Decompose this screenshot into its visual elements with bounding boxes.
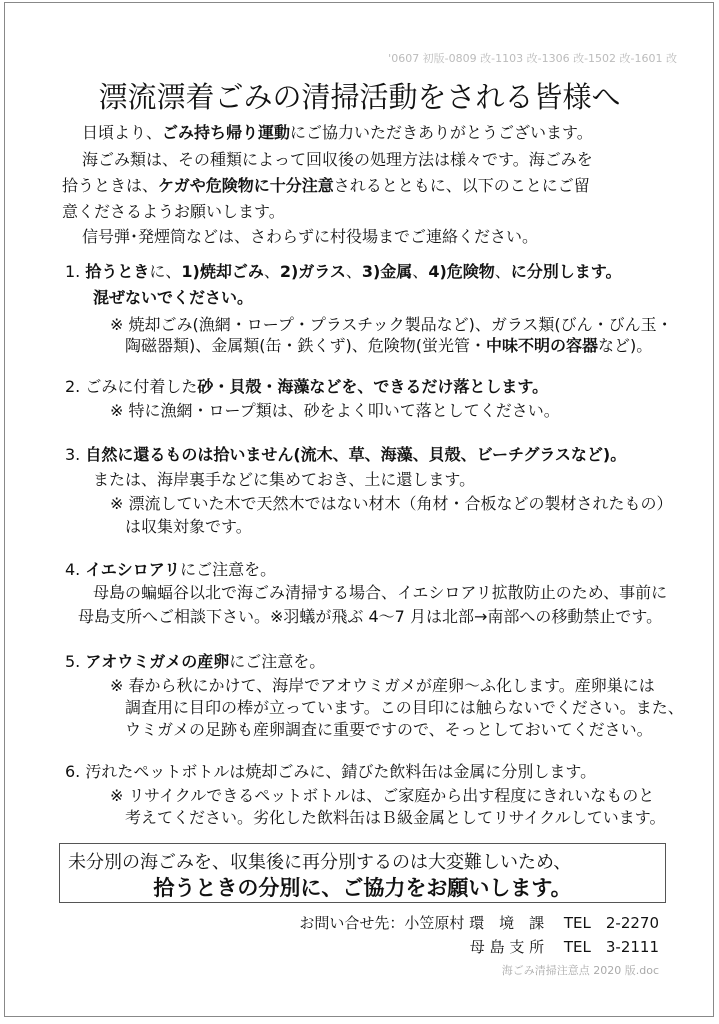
- text-segment: 5.: [65, 652, 86, 671]
- body-line: [65, 262, 622, 282]
- text-segment: 意くださるようお願いします。: [62, 202, 285, 221]
- body-line: [125, 808, 665, 828]
- text-segment: にご協力いただきありがとうございます。: [290, 123, 593, 142]
- text-segment: 6. 汚れたペットボトルは焼却ごみに、錆びた飲料缶は金属に分別します。: [65, 762, 597, 781]
- body-line: [93, 583, 667, 603]
- text-segment: 4.: [65, 560, 86, 579]
- text-segment: 、: [263, 262, 280, 281]
- text-segment: ※ 焼却ごみ(漁網・ロープ・プラスチック製品など)、ガラス類(びん・びん玉・: [110, 315, 673, 334]
- text-segment: 信号弾･発煙筒などは、さわらずに村役場までご連絡ください。: [82, 227, 539, 246]
- file-name: 海ごみ清掃注意点 2020 版.doc: [501, 964, 659, 977]
- body-line: [65, 652, 325, 672]
- emphasized-text: 中味不明の容器: [485, 336, 598, 355]
- text-segment: ※ リサイクルできるペットボトルは、ご家庭から出す程度にきれいなものと: [110, 786, 655, 805]
- text-segment: 2. ごみに付着した: [65, 377, 198, 396]
- emphasized-text: に分別します。: [510, 262, 622, 281]
- notice-line-2: 拾うときの分別に、ご協力をお願いします。: [153, 876, 572, 900]
- emphasized-text: 2)ガラス: [279, 262, 346, 281]
- body-line: [82, 150, 593, 170]
- text-segment: ※ 漂流していた木で天然木ではない材木（角材・合板などの製材されたもの）: [110, 494, 673, 513]
- text-segment: に、: [149, 262, 182, 281]
- text-segment: にご注意を。: [180, 560, 277, 579]
- body-line: [110, 401, 560, 421]
- text-segment: または、海岸裏手などに集めておき、土に還します。: [93, 470, 476, 489]
- contact-line-2: 母 島 支 所 TEL 3-2111: [469, 938, 659, 956]
- text-segment: 3.: [65, 445, 86, 464]
- body-line: [110, 786, 654, 806]
- body-line: [82, 227, 538, 247]
- text-segment: 日頃より、: [82, 123, 163, 142]
- text-segment: 海ごみ類は、その種類によって回収後の処理方法は様々です。海ごみを: [82, 150, 593, 169]
- emphasized-text: 1)焼却ごみ: [181, 262, 264, 281]
- text-segment: 、: [494, 262, 511, 281]
- text-segment: されるとともに、以下のことにご留: [333, 176, 590, 195]
- emphasized-text: アオウミガメの産卵: [85, 652, 230, 671]
- emphasized-text: 混ぜないでください。: [93, 288, 254, 307]
- contact-line-1: お問い合せ先：小笠原村 環 境 課 TEL 2-2270: [299, 914, 659, 932]
- text-segment: 拾うときは、: [62, 176, 159, 195]
- text-segment: 調査用に目印の棒が立っています。この目印には触らないでください。また、: [125, 698, 684, 717]
- body-line: [82, 123, 593, 143]
- emphasized-text: 砂・貝殻・海藻などを、できるだけ落とします。: [197, 377, 549, 396]
- body-line: [65, 445, 626, 465]
- notice-line-1: 未分別の海ごみを、収集後に再分別するのは大変難しいため、: [68, 852, 572, 873]
- body-line: [62, 202, 285, 222]
- text-segment: ウミガメの足跡も産卵調査に重要ですので、そっとしておいてください。: [125, 720, 653, 739]
- body-line: [125, 336, 652, 356]
- text-segment: は収集対象です。: [125, 517, 252, 536]
- text-segment: 、: [345, 262, 362, 281]
- text-segment: ※ 特に漁網・ロープ類は、砂をよく叩いて落としてください。: [110, 401, 560, 420]
- text-segment: など)。: [598, 336, 653, 355]
- body-line: [65, 377, 548, 397]
- emphasized-text: 拾うとき: [85, 262, 150, 281]
- body-line: [125, 698, 684, 718]
- body-line: [93, 288, 253, 308]
- body-line: [125, 720, 653, 740]
- revision-history: '0607 初版-0809 改-1103 改-1306 改-1502 改-1601 改: [388, 52, 677, 65]
- emphasized-text: 3)金属: [361, 262, 413, 281]
- text-segment: にご注意を。: [229, 652, 326, 671]
- body-line: [110, 494, 673, 514]
- emphasized-text: 4)危険物: [428, 262, 495, 281]
- text-segment: 陶磁器類)、金属類(缶・鉄くず)、危険物(蛍光管・: [125, 336, 486, 355]
- body-line: [110, 315, 673, 335]
- body-line: [65, 762, 596, 782]
- document-title: 漂流漂着ごみの清掃活動をされる皆様へ: [98, 80, 621, 114]
- text-segment: ※ 春から秋にかけて、海岸でアオウミガメが産卵～ふ化します。産卵巣には: [110, 676, 655, 695]
- notice-box: [59, 843, 666, 903]
- emphasized-text: ごみ持ち帰り運動: [162, 123, 291, 142]
- body-line: [93, 470, 475, 490]
- body-line: [110, 676, 655, 696]
- emphasized-text: 自然に還るものは拾いません(流木、草、海藻、貝殻、ビーチグラスなど)。: [85, 445, 627, 464]
- body-line: [65, 560, 276, 580]
- emphasized-text: イエシロアリ: [85, 560, 181, 579]
- text-segment: 1.: [65, 262, 86, 281]
- body-line: [125, 517, 252, 537]
- emphasized-text: ケガや危険物に十分注意: [158, 176, 334, 195]
- text-segment: 母島の蝙蝠谷以北で海ごみ清掃する場合、イエシロアリ拡散防止のため、事前に: [93, 583, 668, 602]
- body-line: [78, 607, 662, 627]
- text-segment: 考えてください。劣化した飲料缶はＢ級金属としてリサイクルしています。: [125, 808, 666, 827]
- text-segment: 母島支所へご相談下さい。※羽蟻が飛ぶ 4～7 月は北部→南部への移動禁止です。: [78, 607, 663, 626]
- text-segment: 、: [412, 262, 429, 281]
- body-line: [62, 176, 590, 196]
